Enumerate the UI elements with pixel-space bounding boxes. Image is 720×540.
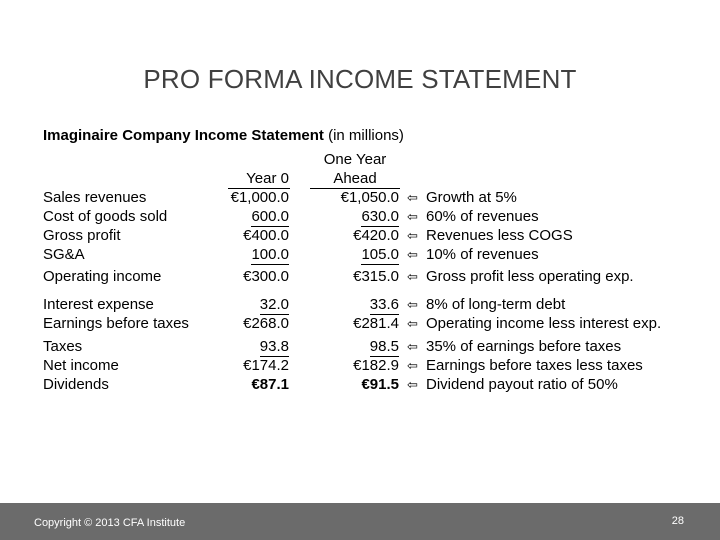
row-year1-value: €91.5	[361, 376, 399, 393]
copyright-text: Copyright © 2013 CFA Institute	[34, 517, 186, 529]
row-label: Cost of goods sold	[43, 208, 168, 225]
row-year1-value: 98.5	[369, 338, 399, 355]
row-note: 35% of earnings before taxes	[426, 338, 622, 355]
left-arrow-icon: ⇦	[407, 377, 418, 392]
row-year0-value: €174.2	[243, 357, 289, 374]
row-year0-value: €400.0	[243, 227, 289, 244]
row-label: SG&A	[43, 246, 85, 263]
row-label: Earnings before taxes	[43, 315, 189, 332]
left-arrow-icon: ⇦	[407, 247, 418, 262]
row-note: Gross profit less operating exp.	[426, 268, 634, 285]
row-year0-value: 93.8	[259, 338, 289, 355]
row-note: 60% of revenues	[426, 208, 539, 225]
left-arrow-icon: ⇦	[407, 269, 418, 284]
left-arrow-icon: ⇦	[407, 209, 418, 224]
left-arrow-icon: ⇦	[407, 190, 418, 205]
row-year1-value: €182.9	[353, 357, 399, 374]
row-note: Growth at 5%	[426, 189, 517, 206]
header-year1-line2: Ahead	[333, 170, 377, 187]
row-year1-value: 630.0	[361, 208, 399, 225]
row-year0-value: 32.0	[259, 296, 289, 313]
row-year0-value: 600.0	[251, 208, 289, 225]
left-arrow-icon: ⇦	[407, 316, 418, 331]
page-number: 28	[671, 515, 684, 527]
row-note: 10% of revenues	[426, 246, 539, 263]
row-note: Revenues less COGS	[426, 227, 573, 244]
row-note: Earnings before taxes less taxes	[426, 357, 643, 374]
row-year0-value: €1,000.0	[230, 189, 289, 206]
row-label: Sales revenues	[43, 189, 147, 206]
row-year0-value: 100.0	[251, 246, 289, 263]
row-label: Taxes	[43, 338, 83, 355]
row-year0-value: €300.0	[243, 268, 289, 285]
left-arrow-icon: ⇦	[407, 228, 418, 243]
row-year1-value: €1,050.0	[340, 189, 399, 206]
slide-title: PRO FORMA INCOME STATEMENT	[143, 64, 577, 94]
row-year0-value: €268.0	[243, 315, 289, 332]
row-label: Interest expense	[43, 296, 154, 313]
row-year1-value: €420.0	[353, 227, 399, 244]
row-label: Net income	[43, 357, 119, 374]
statement-units: (in millions)	[323, 127, 404, 144]
left-arrow-icon: ⇦	[407, 358, 418, 373]
header-year0: Year 0	[246, 170, 289, 187]
row-year1-value: 105.0	[361, 246, 399, 263]
left-arrow-icon: ⇦	[407, 339, 418, 354]
row-year1-value: 33.6	[369, 296, 399, 313]
statement-subtitle	[43, 127, 404, 144]
left-arrow-icon: ⇦	[407, 297, 418, 312]
statement-name: Imaginaire Company Income Statement	[43, 127, 324, 144]
row-note: 8% of long-term debt	[426, 296, 566, 313]
header-year1-line1: One Year	[323, 151, 387, 168]
row-note: Dividend payout ratio of 50%	[426, 376, 618, 393]
row-label: Dividends	[43, 376, 109, 393]
row-label: Operating income	[43, 268, 162, 285]
row-year1-value: €281.4	[353, 315, 399, 332]
row-year1-value: €315.0	[353, 268, 399, 285]
row-note: Operating income less interest exp.	[426, 315, 662, 332]
row-label: Gross profit	[43, 227, 121, 244]
row-year0-value: €87.1	[251, 376, 289, 393]
